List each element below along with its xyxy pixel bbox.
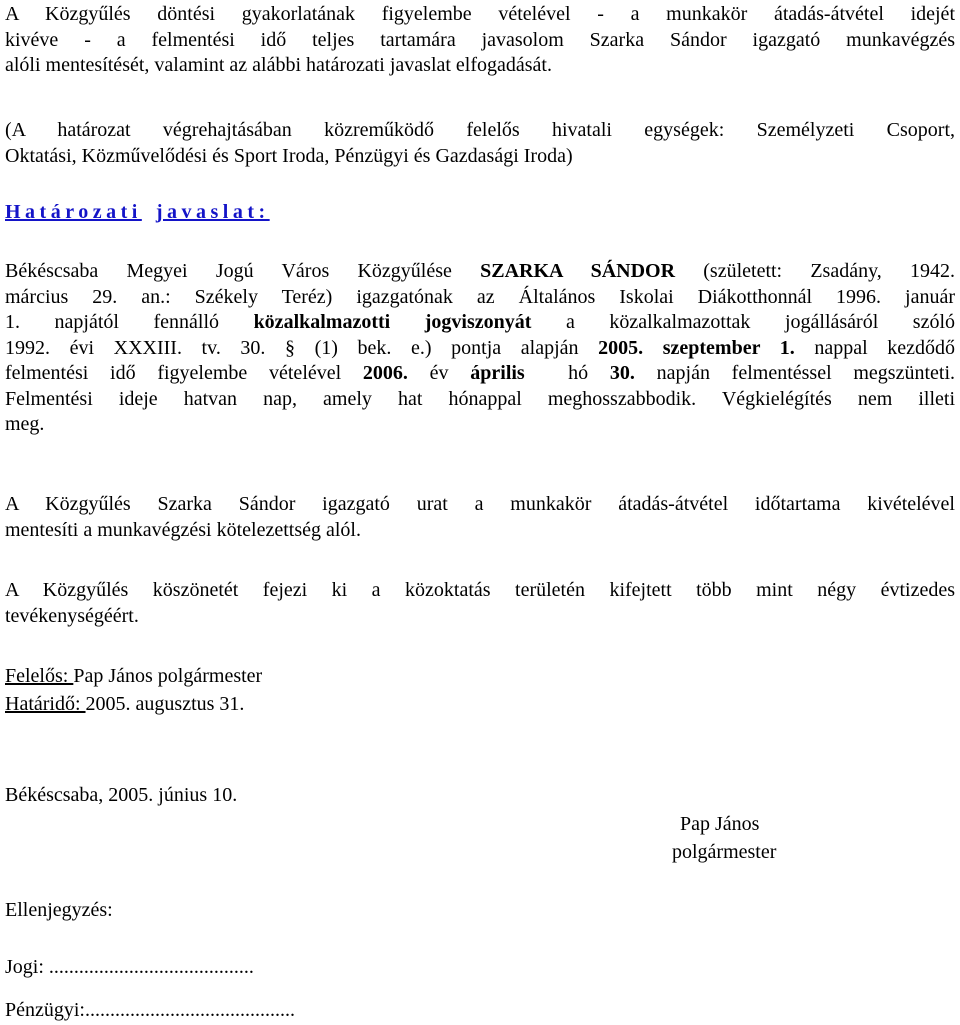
resolution-emphasis: közalkalmazotti jogviszonyát: [253, 311, 532, 333]
resolution-text: év: [407, 362, 471, 384]
resolution-text: (1) bek. e.) pontja alapján: [295, 336, 599, 359]
intro-paragraph: [5, 2, 955, 79]
responsible-units-line-1: (A határozat végrehajtásában közreműködő felelős hivatali egységek: Személyzeti Csoport,: [5, 119, 955, 141]
resolution-paragraph: [5, 259, 955, 438]
place-date: Békéscsaba, 2005. június 10.: [5, 784, 238, 806]
thanks-paragraph: [5, 578, 955, 629]
legal-countersign: Jogi: .........................................: [5, 956, 254, 978]
responsible-label: Felelős:: [5, 665, 74, 687]
resolution-line-1: [5, 259, 955, 285]
resolution-text: (született: Zsadány, 1942.: [675, 260, 956, 282]
resolution-start-date: 2005. szeptember 1.: [598, 336, 795, 359]
resolution-line-7: meg.: [5, 413, 45, 435]
intro-line-3: alóli mentesítését, valamint az alábbi határozati javaslat elfogadását.: [5, 54, 552, 76]
responsible-line: [5, 664, 262, 689]
resolution-line-4: [5, 336, 955, 362]
exemption-paragraph: [5, 492, 955, 543]
resolution-text: a közalkalmazottak jogállásáról szóló: [531, 311, 956, 333]
resolution-end-month: április: [470, 362, 525, 384]
intro-line-1: A Közgyűlés döntési gyakorlatának figyelembe vételével - a munkakör átadás-átvétel idejét: [5, 3, 955, 25]
signature-title: polgármester: [672, 841, 777, 863]
exemption-line-2: mentesíti a munkavégzési kötelezettség alól.: [5, 518, 361, 541]
countersign-label: Ellenjegyzés:: [5, 899, 113, 921]
resolution-text: felmentési idő figyelembe vételével: [5, 362, 363, 384]
thanks-line-2: tevékenységéért.: [5, 604, 139, 627]
deadline-line: [5, 692, 244, 717]
resolution-text: nappal kezdődő: [794, 336, 955, 359]
section-sign: §: [285, 336, 296, 359]
intro-line-2: kivéve - a felmentési idő teljes tartamára javasolom Szarka Sándor igazgató munkavégzés: [5, 28, 955, 51]
thanks-line-1: A Közgyűlés köszönetét fejezi ki a közoktatás területén kifejtett több mint négy évtizedes: [5, 579, 955, 601]
resolution-line-3: [5, 310, 955, 336]
resolution-heading: [5, 200, 270, 225]
resolution-heading-part-1: Határozati: [5, 201, 142, 223]
resolution-line-5: [5, 361, 955, 387]
responsible-value: Pap János polgármester: [73, 665, 263, 687]
responsible-units-line-2: Oktatási, Közművelődési és Sport Iroda, Pénzügyi és Gazdasági Iroda): [5, 144, 573, 167]
resolution-end-day: 30.: [609, 362, 635, 384]
deadline-label: Határidő:: [5, 693, 86, 715]
deadline-value: 2005. augusztus 31.: [85, 693, 245, 715]
resolution-heading-part-2: javaslat:: [155, 201, 270, 223]
resolution-text: 1. napjától fennálló: [5, 311, 254, 333]
resolution-text: napján felmentéssel megszünteti.: [634, 362, 956, 384]
responsible-units-paragraph: [5, 118, 955, 169]
resolution-name: SZARKA SÁNDOR: [480, 260, 676, 282]
resolution-text: Békéscsaba Megyei Jogú Város Közgyűlése: [5, 260, 481, 282]
resolution-text: 1992. évi XXXIII. tv. 30.: [5, 336, 286, 359]
resolution-text: hó: [524, 362, 610, 384]
resolution-end-year: 2006.: [362, 362, 408, 384]
signature-name: Pap János: [680, 813, 760, 835]
resolution-line-2: március 29. an.: Székely Teréz) igazgatónak az Általános Iskolai Diákotthonnál 1996. január: [5, 285, 955, 308]
resolution-line-6: Felmentési ideje hatvan nap, amely hat hónappal meghosszabbodik. Végkielégítés nem illeti: [5, 387, 955, 410]
financial-countersign: Pénzügyi:..........................................: [5, 999, 295, 1021]
exemption-line-1: A Közgyűlés Szarka Sándor igazgató urat a munkakör átadás-átvétel időtartama kivételével: [5, 493, 955, 515]
